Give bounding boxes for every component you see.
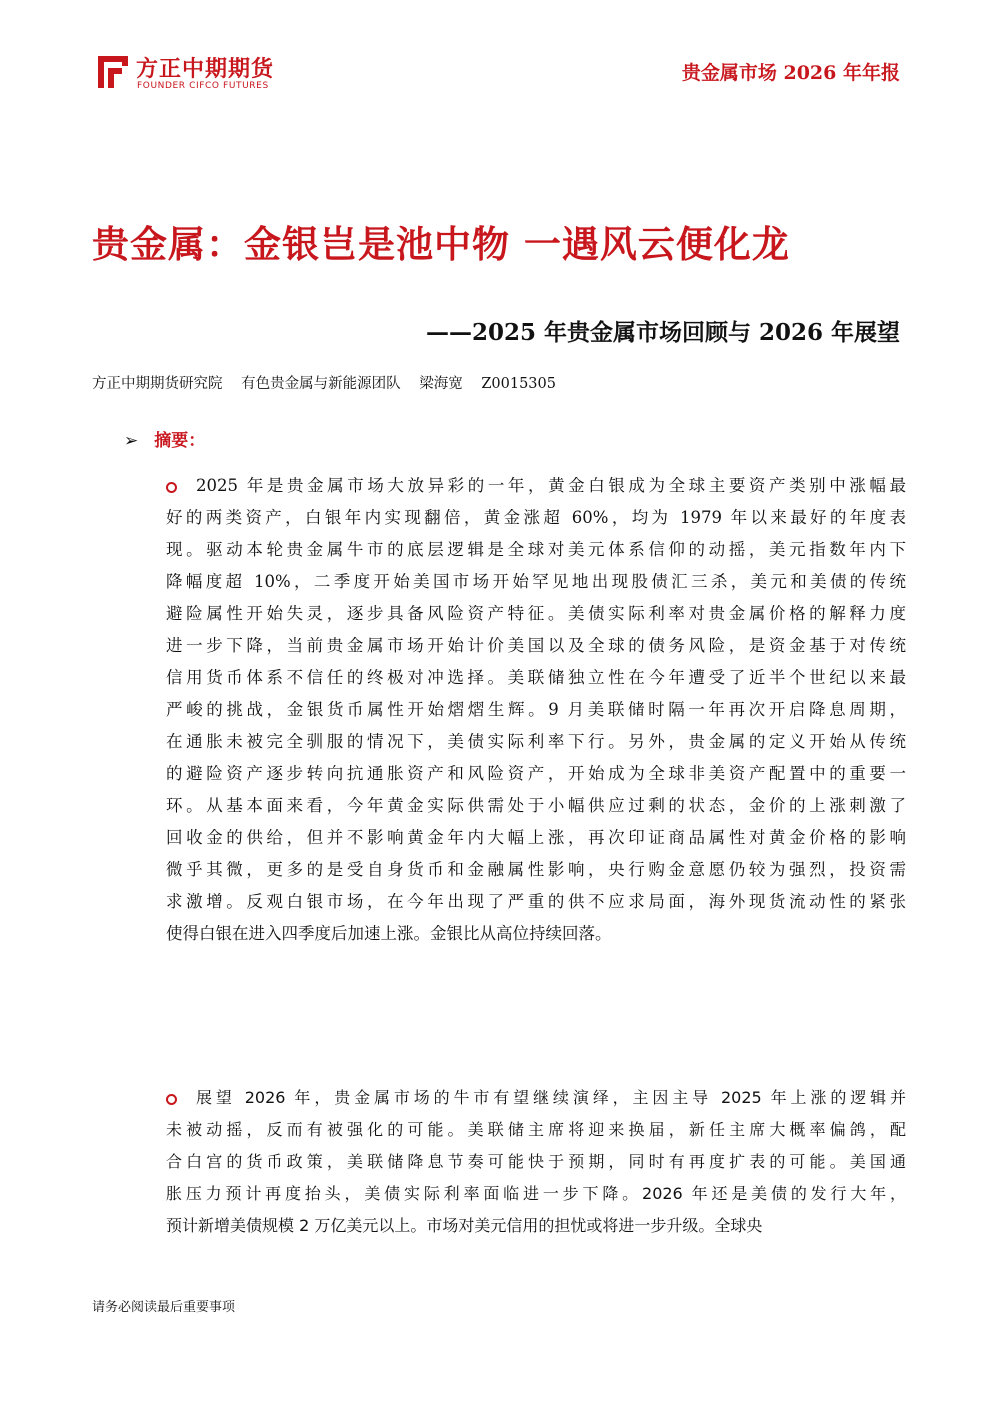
paragraph-1-lines <box>166 470 906 950</box>
summary-paragraph-2 <box>166 1082 906 1242</box>
author-line <box>92 372 570 393</box>
paragraph-line: 2025 年是贵金属市场大放异彩的一年，黄金白银成为全球主要资产类别中涨幅最 <box>196 476 906 495</box>
company-logo <box>92 50 292 96</box>
paragraph-line: 微乎其微，更多的是受自身货币和金融属性影响，央行购金意愿仍较为强烈，投资需 <box>166 860 906 879</box>
paragraph-line: 在通胀未被完全驯服的情况下，美债实际利率下行。另外，贵金属的定义开始从传统 <box>166 732 906 751</box>
footer-note: 请务必阅读最后重要事项 <box>92 1300 236 1315</box>
page-subtitle: ——2025 年贵金属市场回顾与 2026 年展望 <box>425 319 900 346</box>
summary-heading <box>124 426 205 451</box>
paragraph-line: 预计新增美债规模 2 万亿美元以上。市场对美元信用的担忧或将进一步升级。全球央 <box>166 1216 763 1235</box>
summary-heading-label: 摘要： <box>154 431 206 451</box>
paragraph-2-lines <box>166 1082 906 1242</box>
paragraph-line: 未被动摇，反而有被强化的可能。美联储主席将迎来换届，新任主席大概率偏鸽，配 <box>166 1120 906 1139</box>
paragraph-line: 展望 2026 年，贵金属市场的牛市有望继续演绎，主因主导 2025 年上涨的逻辑并 <box>196 1088 906 1107</box>
paragraph-line: 使得白银在进入四季度后加速上涨。金银比从高位持续回落。 <box>166 924 612 943</box>
paragraph-line: 避险属性开始失灵，逐步具备风险资产特征。美债实际利率对贵金属价格的解释力度 <box>166 604 906 623</box>
circle-bullet-icon <box>166 1094 177 1105</box>
author-license: Z0015305 <box>481 376 556 392</box>
author-name: 梁海宽 <box>419 376 463 392</box>
page-title: 贵金属：金银岂是池中物 一遇风云便化龙 <box>92 222 790 266</box>
paragraph-line: 胀压力预计再度抬头，美债实际利率面临进一步下降。2026 年还是美债的发行大年， <box>166 1184 906 1203</box>
paragraph-line: 回收金的供给，但并不影响黄金年内大幅上涨，再次印证商品属性对黄金价格的影响 <box>166 828 906 847</box>
paragraph-line: 的避险资产逐步转向抗通胀资产和风险资产，开始成为全球非美资产配置中的重要一 <box>166 764 906 783</box>
logo-mark-icon <box>92 50 134 94</box>
paragraph-line: 合白宫的货币政策，美联储降息节奏可能快于预期，同时有再度扩表的可能。美国通 <box>166 1152 906 1171</box>
paragraph-line: 进一步下降，当前贵金属市场开始计价美国以及全球的债务风险，是资金基于对传统 <box>166 636 906 655</box>
author-institute: 方正中期期货研究院 <box>92 376 223 392</box>
summary-paragraph-1 <box>166 470 906 950</box>
paragraph-line: 降幅度超 10%，二季度开始美国市场开始罕见地出现股债汇三杀，美元和美债的传统 <box>166 572 906 591</box>
paragraph-line: 求激增。反观白银市场，在今年出现了严重的供不应求局面，海外现货流动性的紧张 <box>166 892 906 911</box>
logo-chinese-text: 方正中期期货 <box>136 57 275 82</box>
circle-bullet-icon <box>166 482 177 493</box>
logo-english-text: FOUNDER CIFCO FUTURES <box>137 81 269 91</box>
arrow-bullet-icon: ➢ <box>124 431 139 451</box>
paragraph-line: 好的两类资产，白银年内实现翻倍，黄金涨超 60%，均为 1979 年以来最好的年度表 <box>166 508 906 527</box>
paragraph-line: 信用货币体系不信任的终极对冲选择。美联储独立性在今年遭受了近半个世纪以来最 <box>166 668 906 687</box>
paragraph-line: 严峻的挑战，金银货币属性开始熠熠生辉。9 月美联储时隔一年再次开启降息周期， <box>166 700 906 719</box>
paragraph-line: 环。从基本面来看，今年黄金实际供需处于小幅供应过剩的状态，金价的上涨刺激了 <box>166 796 906 815</box>
report-label: 贵金属市场 2026 年年报 <box>681 62 900 84</box>
paragraph-line: 现。驱动本轮贵金属牛市的底层逻辑是全球对美元体系信仰的动摇，美元指数年内下 <box>166 540 906 559</box>
author-team: 有色贵金属与新能源团队 <box>241 376 401 392</box>
